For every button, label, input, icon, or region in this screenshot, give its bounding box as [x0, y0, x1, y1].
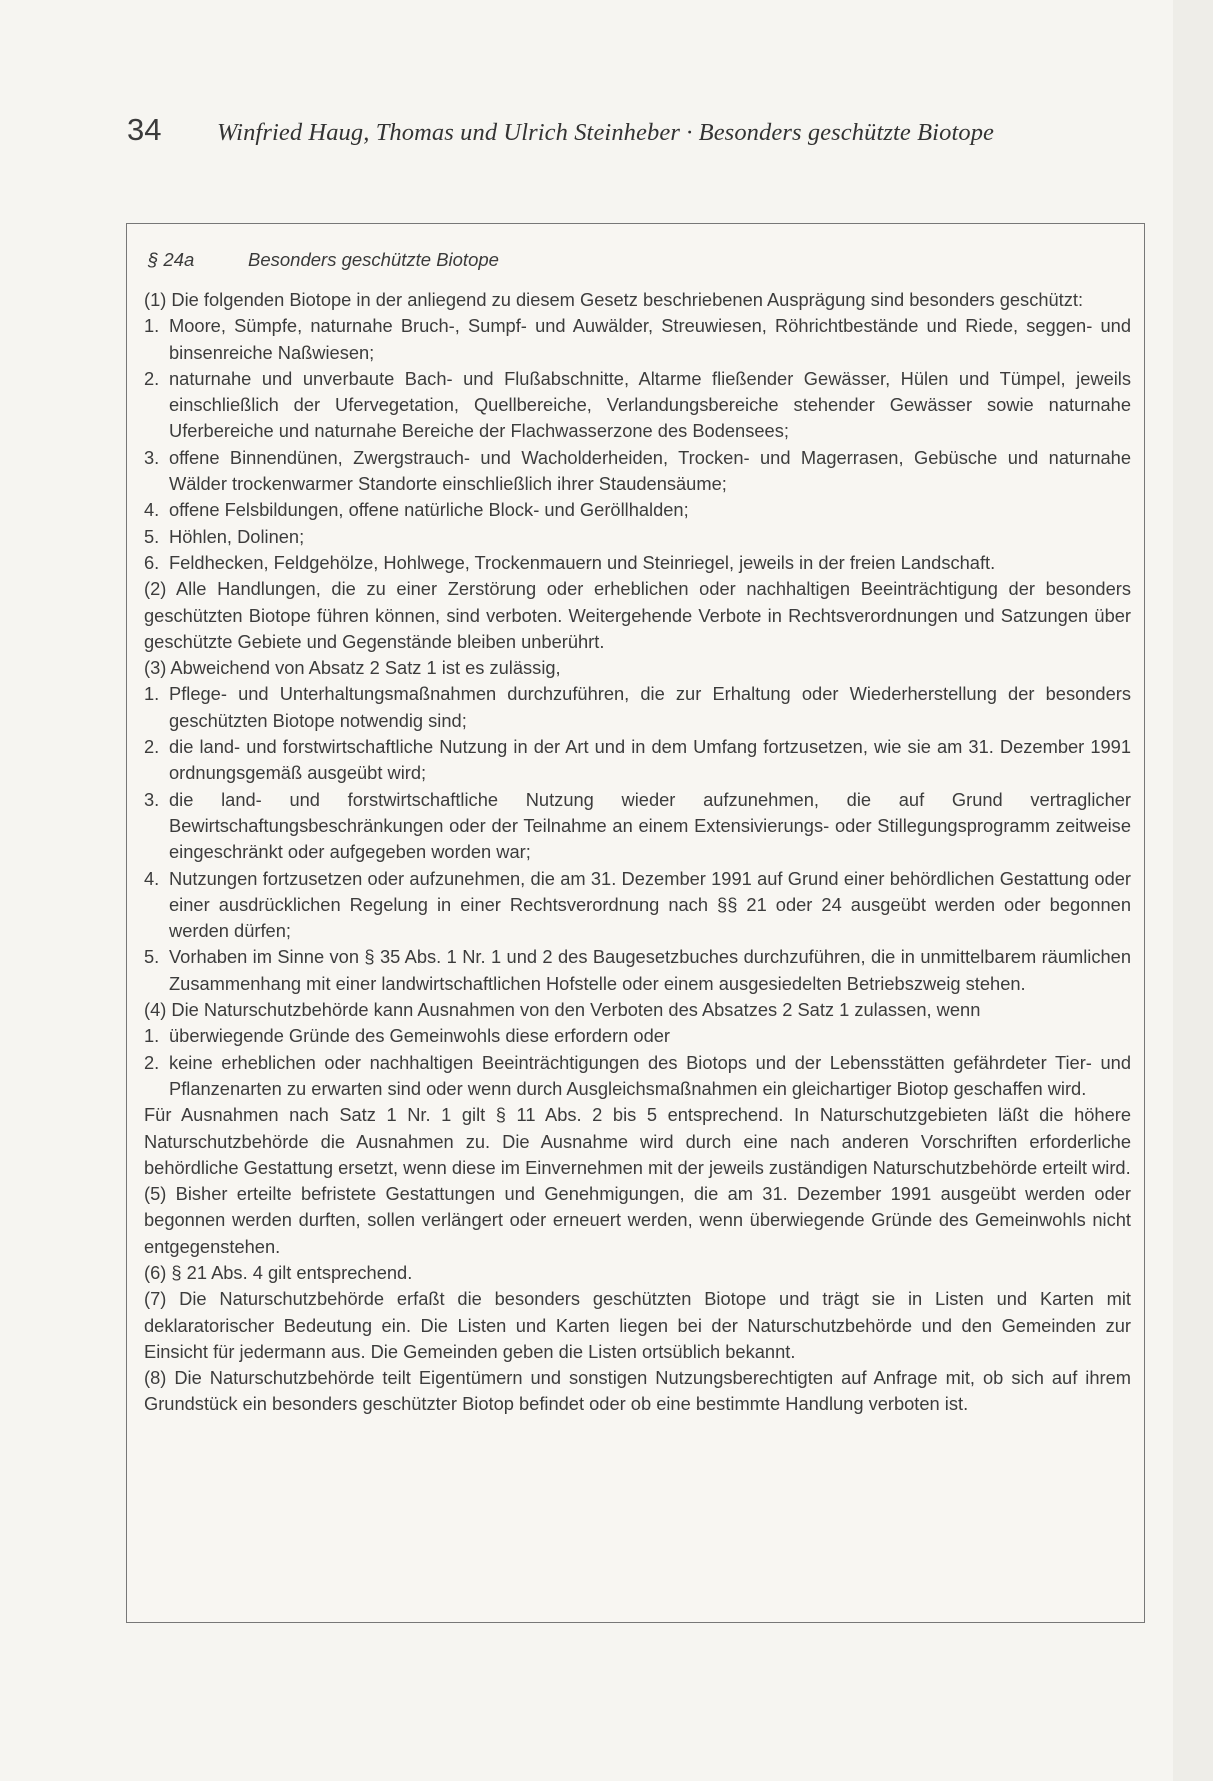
law-text-box — [126, 223, 1145, 1623]
page-number: 34 — [127, 112, 162, 147]
section-title: Besonders geschützte Biotope — [248, 249, 499, 270]
list-item: 1. Moore, Sümpfe, naturnahe Bruch-, Sumpf- und Auwälder, Streuwiesen, Röhrichtbestände und Riede, seggen- und binsenreiche Naßwiesen; — [144, 315, 1131, 363]
section-number: § 24a — [148, 249, 195, 270]
paragraph-2: (2) Alle Handlungen, die zu einer Zerstörung oder erheblichen oder nachhaltigen Beeinträchtigung der besonders geschützten Biotope führen können, sind verboten. Weitergehende Verbote in Rechtsverordnungen und Satzungen über geschützte Gebiete und Gegenstände bleiben unberührt. — [144, 578, 1131, 652]
list-item: 2. naturnahe und unverbaute Bach- und Flußabschnitte, Altarme fließender Gewässer, Hülen und Tümpel, jeweils einschließlich der Ufervegetation, Quellbereiche, Verlandungsbereiche stehender Gewässer sowie naturnahe Uferbereiche und naturnahe Bereiche der Flachwasserzone des Bodensees; — [144, 367, 1131, 442]
list-item: 5. Vorhaben im Sinne von § 35 Abs. 1 Nr. 1 und 2 des Baugesetzbuches durchzuführen, die in unmittelbarem räumlichen Zusammenhang mit einer landwirtschaftlichen Hofstelle oder einem ausgesiedelten Betriebszweig stehen. — [144, 946, 1131, 994]
show-through-page-edge — [1173, 0, 1213, 1781]
paragraph-7: (7) Die Naturschutzbehörde erfaßt die besonders geschützten Biotope und trägt sie in Listen und Karten mit deklaratorischer Bedeutung ein. Die Listen und Karten liegen bei der Naturschutzbehörde und den Gemeinden zur Einsicht für jedermann aus. Die Gemeinden geben die Listen ortsüblich bekannt. — [144, 1288, 1131, 1362]
running-head: Winfried Haug, Thomas und Ulrich Steinheber · Besonders geschützte Biotope — [217, 119, 995, 146]
list-item: 2. die land- und forstwirtschaftliche Nutzung in der Art und in dem Umfang fortzusetzen, wie sie am 31. Dezember 1991 ordnungsgemäß ausgeübt wird; — [144, 736, 1131, 784]
page-header — [127, 112, 1087, 148]
list-item: 2. keine erheblichen oder nachhaltigen Beeinträchtigungen des Biotops und der Lebensstätten gefährdeter Tier- und Pflanzenarten zu erwarten sind oder wenn durch Ausgleichsmaßnahmen ein gleichartiger Biotop geschaffen wird. — [144, 1051, 1131, 1099]
paragraph-1-list — [144, 313, 1131, 576]
paragraph-3-list — [144, 681, 1131, 997]
paragraph-1-intro: (1) Die folgenden Biotope in der anliegend zu diesem Gesetz beschriebenen Ausprägung sind besonders geschützt: — [144, 289, 1084, 310]
paragraph-5: (5) Bisher erteilte befristete Gestattungen und Genehmigungen, die am 31. Dezember 1991 ausgeübt werden oder begonnen werden durften, sollen verlängert oder erneuert werden, wenn überwiegende Gründe des Gemeinwohls nicht entgegenstehen. — [144, 1183, 1131, 1257]
paragraph-4-list — [144, 1023, 1131, 1102]
paragraph-4-tail: Für Ausnahmen nach Satz 1 Nr. 1 gilt § 11 Abs. 2 bis 5 entsprechend. In Naturschutzgebieten läßt die höhere Naturschutzbehörde die Ausnahmen zu. Die Ausnahme wird durch eine nach anderen Vorschriften erforderliche behördliche Gestattung ersetzt, wenn diese im Einvernehmen mit der jeweils zuständigen Naturschutzbehörde erteilt wird. — [144, 1104, 1131, 1178]
list-item: 5. Höhlen, Dolinen; — [144, 525, 305, 547]
list-item: 1. Pflege- und Unterhaltungsmaßnahmen durchzuführen, die zur Erhaltung oder Wiederherstellung der besonders geschützten Biotope notwendig sind; — [144, 683, 1131, 731]
paragraph-3-intro: (3) Abweichend von Absatz 2 Satz 1 ist es zulässig, — [144, 657, 561, 679]
list-item: 1. überwiegende Gründe des Gemeinwohls diese erfordern oder — [144, 1025, 671, 1047]
paragraph-4-intro: (4) Die Naturschutzbehörde kann Ausnahmen von den Verboten des Absatzes 2 Satz 1 zulassen, wenn — [144, 999, 981, 1021]
list-item: 3. die land- und forstwirtschaftliche Nutzung wieder aufzunehmen, die auf Grund vertraglicher Bewirtschaftungsbeschränkungen oder der Teilnahme an einem Extensivierungs- oder Stillegungsprogramm zeitweise eingeschränkt oder aufgegeben worden war; — [144, 788, 1131, 863]
list-item: 4. offene Felsbildungen, offene natürliche Block- und Geröllhalden; — [144, 499, 689, 521]
list-item: 4. Nutzungen fortzusetzen oder aufzunehmen, die am 31. Dezember 1991 auf Grund einer behördlichen Gestattung oder einer ausdrücklichen Regelung in einer Rechtsverordnung nach §§ 21 oder 24 ausgeübt werden oder begonnen werden dürfen; — [144, 867, 1131, 942]
section-heading — [148, 249, 1131, 271]
list-item: 3. offene Binnendünen, Zwergstrauch- und Wacholderheiden, Trocken- und Magerrasen, Gebüsche und naturnahe Wälder trockenwarmer Standorte einschließlich ihrer Staudensäume; — [144, 446, 1131, 495]
paragraph-8: (8) Die Naturschutzbehörde teilt Eigentümern und sonstigen Nutzungsberechtigten auf Anfrage mit, ob sich auf ihrem Grundstück ein besonders geschützter Biotop befindet oder ob eine bestimmte Handlung verboten ist. — [144, 1367, 1131, 1415]
list-item: 6. Feldhecken, Feldgehölze, Hohlwege, Trockenmauern und Steinriegel, jeweils in der freien Landschaft. — [144, 551, 996, 573]
paragraph-6: (6) § 21 Abs. 4 gilt entsprechend. — [144, 1261, 413, 1283]
